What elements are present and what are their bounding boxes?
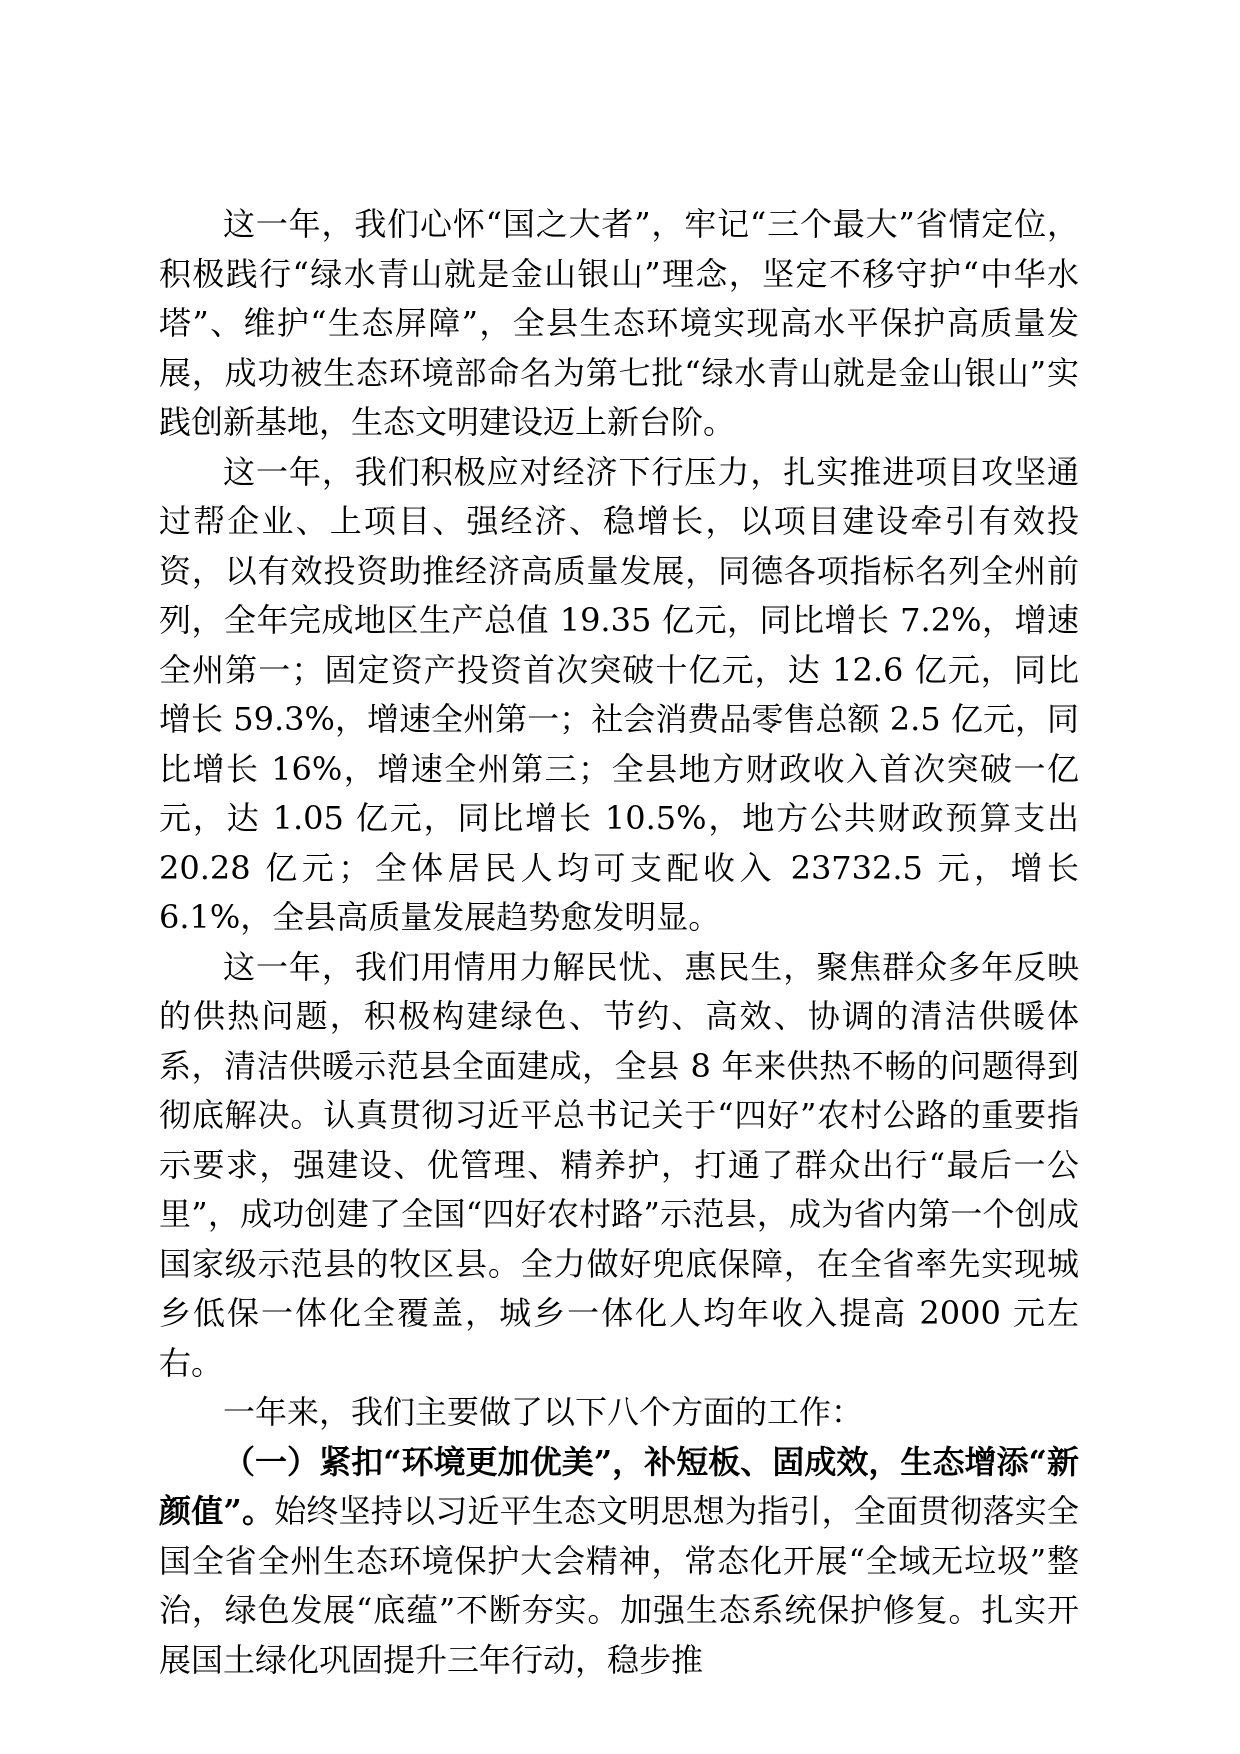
section-one-heading: （一）紧扣“环境更加优美”，补短板、固成效，生态增添“新颜值”。 [159, 1442, 1079, 1530]
paragraph-livelihood: 这一年，我们用情用力解民忧、惠民生，聚焦群众多年反映的供热问题，积极构建绿色、节约、高效、协调的清洁供暖体系，清洁供暖示范县全面建成，全县 8 年来供热不畅的问题得到彻底解决。认真贯彻习近平总书记关于“四好”农村公路的重要指示要求，强建设、优管理、精养护，打通了群众出行“最后一公里”，成功创建了全国“四好农村路”示范县，成为省内第一个创成国家级示范县的牧区县。全力做好兜底保障，在全省率先实现城乡低保一体化全覆盖，城乡一体化人均年收入提高 2000 元左右。 [159, 947, 1079, 1382]
paragraph-section-one [159, 1438, 1079, 1686]
section-one-body: 始终坚持以习近平生态文明思想为指引，全面贯彻落实全国全省全州生态环境保护大会精神，常态化开展“全域无垃圾”整治，绿色发展“底蕴”不断夯实。加强生态系统保护修复。扎实开展国土绿化巩固提升三年行动，稳步推 [159, 1492, 1079, 1679]
paragraph-economy: 这一年，我们积极应对经济下行压力，扎实推进项目攻坚通过帮企业、上项目、强经济、稳增长，以项目建设牵引有效投资，以有效投资助推经济高质量发展，同德各项指标名列全州前列，全年完成地区生产总值 19.35 亿元，同比增长 7.2%，增速全州第一；固定资产投资首次突破十亿元，达 12.6 亿元，同比增长 59.3%，增速全州第一；社会消费品零售总额 2.5 亿元，同比增长 16%，增速全州第三；全县地方财政收入首次突破一亿元，达 1.05 亿元，同比增长 10.5%，地方公共财政预算支出 20.28 亿元；全体居民人均可支配收入 23732.5 元，增长 6.1%，全县高质量发展趋势愈发明显。 [159, 452, 1079, 936]
paragraph-ecology: 这一年，我们心怀“国之大者”，牢记“三个最大”省情定位，积极践行“绿水青山就是金山银山”理念，坚定不移守护“中华水塔”、维护“生态屏障”，全县生态环境实现高水平保护高质量发展，成功被生态环境部命名为第七批“绿水青山就是金山银山”实践创新基地，生态文明建设迈上新台阶。 [159, 205, 1079, 441]
document-body [159, 200, 1079, 1685]
paragraph-work-intro: 一年来，我们主要做了以下八个方面的工作： [223, 1393, 864, 1431]
